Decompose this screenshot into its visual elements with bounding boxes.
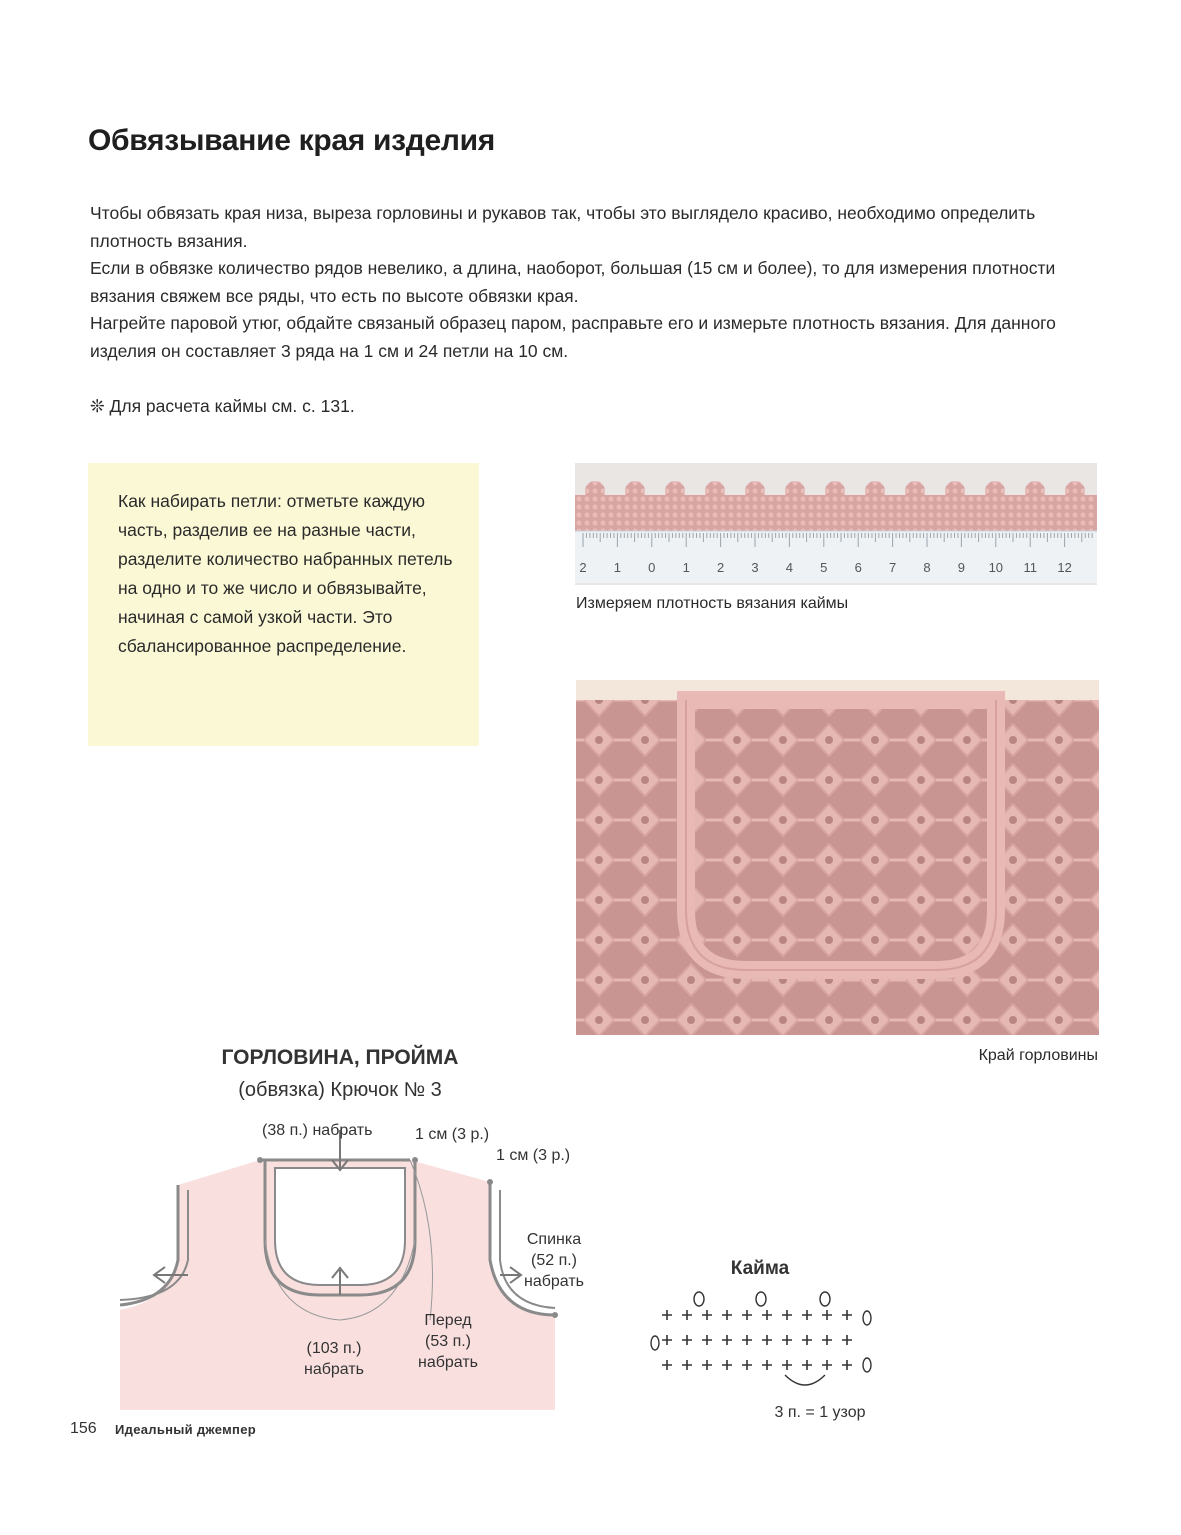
neckline-photo-caption: Край горловины [978, 1047, 1098, 1064]
single-crochet-mark [822, 1360, 832, 1370]
single-crochet-mark [782, 1360, 792, 1370]
single-crochet-mark [842, 1335, 852, 1345]
ruler-number: 3 [751, 560, 759, 575]
front-armhole-label: Перед (53 п.) набрать [418, 1312, 479, 1371]
ruler-number: 1 [682, 560, 690, 575]
single-crochet-mark [822, 1335, 832, 1345]
ruler-number: 4 [785, 560, 794, 575]
single-crochet-mark [822, 1310, 832, 1320]
tip-text: Как набирать петли: отметьте каждую часть, разделив ее на разные части, разделите количество набранных петель на одно и то же число и обвязывайте, начиная с самой узкой части. Это сбалансированное распределение. [118, 491, 453, 656]
single-crochet-mark [662, 1310, 672, 1320]
book-title: Идеальный джемпер [115, 1422, 256, 1437]
ruler-number: 10 [988, 560, 1004, 575]
armhole-height-label: 1 см (3 р.) [496, 1147, 571, 1164]
ruler-number: 9 [957, 560, 966, 575]
single-crochet-mark [682, 1310, 692, 1320]
edging-ruler-photo [575, 463, 1097, 585]
single-crochet-mark [722, 1310, 732, 1320]
single-crochet-mark [702, 1335, 712, 1345]
single-crochet-mark [762, 1310, 772, 1320]
intro-paragraph: Нагрейте паровой утюг, обдайте связаный образец паром, расправьте его и измерьте плотность вязания. Для данного изделия он составляет 3 ряда на 1 см и 24 петли на 10 см. [90, 313, 1056, 361]
neck-front-pickup-label: (103 п.) набрать [304, 1340, 365, 1378]
single-crochet-mark [662, 1360, 672, 1370]
single-crochet-mark [782, 1335, 792, 1345]
neck-height-label: 1 см (3 р.) [415, 1126, 490, 1143]
ruler-number: 1 [613, 560, 622, 575]
diagram-subtitle: (обвязка) Крючок № 3 [238, 1079, 442, 1101]
ruler-number: 6 [854, 560, 862, 575]
single-crochet-mark [802, 1360, 812, 1370]
neck-back-pickup-label: (38 п.) набрать [262, 1122, 373, 1139]
ruler-number: 2 [716, 560, 725, 575]
single-crochet-mark [742, 1310, 752, 1320]
single-crochet-mark [762, 1335, 772, 1345]
single-crochet-mark [702, 1310, 712, 1320]
single-crochet-mark [702, 1360, 712, 1370]
ruler-number: 8 [923, 560, 931, 575]
intro-text [90, 200, 1100, 365]
intro-paragraph: Если в обвязке количество рядов невелико, а длина, наоборот, большая (15 см и более), то для измерения плотности вязания свяжем все ряды, что есть по высоте обвязки края. [90, 258, 1056, 306]
single-crochet-mark [802, 1335, 812, 1345]
single-crochet-mark [842, 1310, 852, 1320]
single-crochet-mark [722, 1360, 732, 1370]
ruler-number: 0 [648, 560, 656, 575]
ruler-number: 5 [820, 560, 828, 575]
ruler-number: 11 [1023, 560, 1037, 575]
single-crochet-mark [802, 1310, 812, 1320]
single-crochet-mark [782, 1310, 792, 1320]
ruler-number: 12 [1057, 560, 1072, 575]
ruler-photo-caption: Измеряем плотность вязания каймы [576, 595, 849, 612]
single-crochet-mark [762, 1360, 772, 1370]
ruler-number: 2 [579, 560, 587, 575]
back-armhole-label: Спинка (52 п.) набрать [524, 1231, 585, 1290]
ruler-number: 7 [888, 560, 897, 575]
page-number: 156 [70, 1420, 97, 1437]
page-title: Обвязывание края изделия [88, 124, 496, 157]
edging-stitch-chart [645, 1285, 875, 1390]
edging-repeat-label: 3 п. = 1 узор [774, 1404, 866, 1421]
reference-note: ❊ Для расчета каймы см. с. 131. [90, 396, 355, 416]
single-crochet-mark [842, 1360, 852, 1370]
single-crochet-mark [742, 1335, 752, 1345]
edging-title: Кайма [730, 1258, 790, 1279]
single-crochet-mark [682, 1360, 692, 1370]
diagram-title: ГОРЛОВИНА, ПРОЙМА [221, 1046, 459, 1069]
single-crochet-mark [742, 1360, 752, 1370]
intro-paragraph: Чтобы обвязать края низа, выреза горловины и рукавов так, чтобы это выглядело красиво, необходимо определить плотность вязания. [90, 203, 1036, 251]
single-crochet-mark [662, 1335, 672, 1345]
single-crochet-mark [682, 1335, 692, 1345]
neckline-photo [576, 680, 1099, 1035]
single-crochet-mark [722, 1335, 732, 1345]
